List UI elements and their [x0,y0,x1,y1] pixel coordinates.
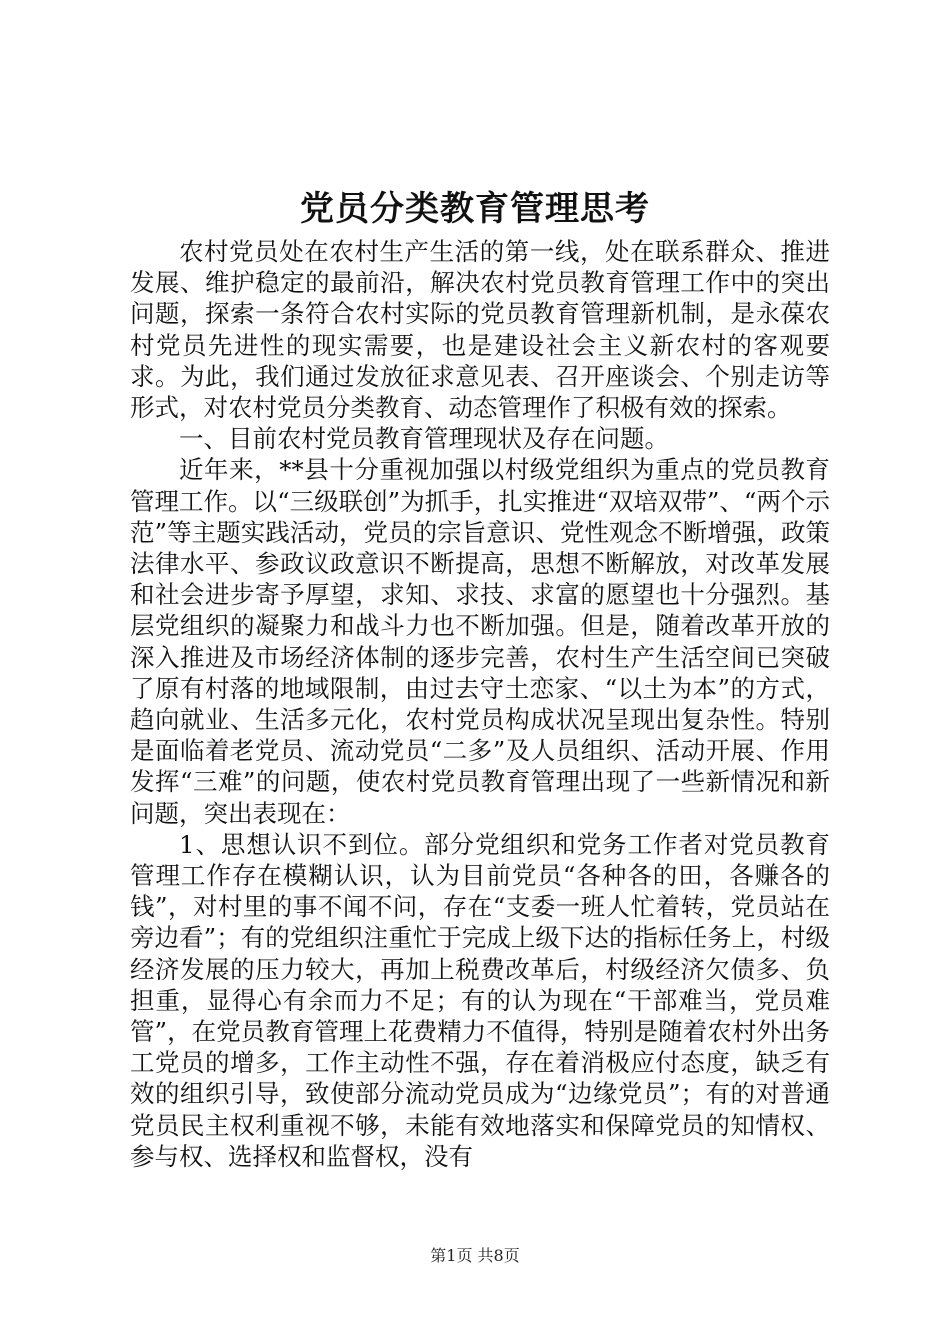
document-title: 党员分类教育管理思考 [300,189,650,229]
document-body [130,236,830,1172]
paragraph-intro: 农村党员处在农村生产生活的第一线，处在联系群众、推进发展、维护稳定的最前沿，解决农村党员教育管理工作中的突出问题，探索一条符合农村实际的党员教育管理新机制，是永葆农村党员先进性的现实需要，也是建设社会主义新农村的客观要求。为此，我们通过发放征求意见表、召开座谈会、个别走访等形式，对农村党员分类教育、动态管理作了积极有效的探索。 [130,237,830,423]
paragraph-current-status: 近年来，**县十分重视加强以村级党组织为重点的党员教育管理工作。以“三级联创”为抓手，扎实推进“双培双带”、“两个示范”等主题实践活动，党员的宗旨意识、党性观念不断增强，政策法律水平、参政议政意识不断提高，思想不断解放，对改革发展和社会进步寄予厚望，求知、求技、求富的愿望也十分强烈。基层党组织的凝聚力和战斗力也不断加强。但是，随着改革开放的深入推进及市场经济体制的逐步完善，农村生产生活空间已突破了原有村落的地域限制，由过去守土恋家、“以土为本”的方式，趋向就业、生活多元化，农村党员构成状况呈现出复杂性。特别是面临着老党员、流动党员“二多”及人员组织、活动开展、作用发挥“三难”的问题，使农村党员教育管理出现了一些新情况和新问题，突出表现在： [130,455,830,828]
section-heading-1: 一、目前农村党员教育管理现状及存在问题。 [179,424,669,454]
page-footer: 第1页 共8页 [430,1246,520,1265]
paragraph-point-1: 1、思想认识不到位。部分党组织和党务工作者对党员教育管理工作存在模糊认识，认为目前党员“各种各的田，各赚各的钱”，对村里的事不闻不问，存在“支委一班人忙着转，党员站在旁边看”；有的党组织注重忙于完成上级下达的指标任务上，村级经济发展的压力较大，再加上税费改革后，村级经济欠债多、负担重，显得心有余而力不足；有的认为现在“干部难当，党员难管”，在党员教育管理上花费精力不值得，特别是随着农村外出务工党员的增多，工作主动性不强，存在着消极应付态度，缺乏有效的组织引导，致使部分流动党员成为“边缘党员”；有的对普通党员民主权利重视不够，未能有效地落实和保障党员的知情权、参与权、选择权和监督权，没有 [130,829,830,1171]
